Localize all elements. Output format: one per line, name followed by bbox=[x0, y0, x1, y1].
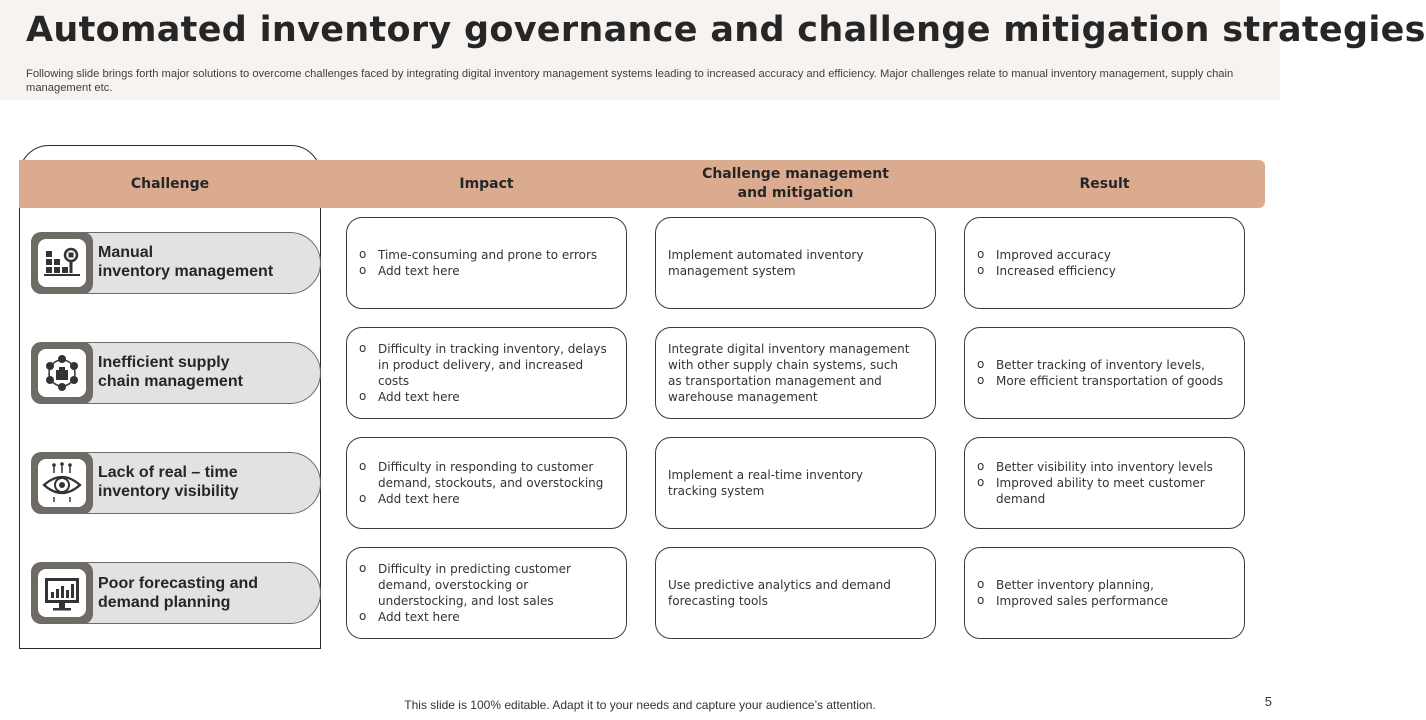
impact-item: o Difficulty in tracking inventory, delays in product delivery, and increased costs bbox=[359, 341, 614, 389]
page-title: Automated inventory governance and challenge mitigation strategies bbox=[26, 10, 1426, 50]
impact-item: o Add text here bbox=[359, 389, 614, 405]
mitigation-card bbox=[655, 217, 936, 309]
challenge-label bbox=[98, 574, 313, 612]
challenge-label-line1: Lack of real – time bbox=[98, 464, 238, 481]
result-item: o More efficient transportation of goods bbox=[977, 373, 1223, 389]
challenge-icon-frame bbox=[31, 562, 93, 624]
impact-item: o Add text here bbox=[359, 263, 597, 279]
result-item: o Increased efficiency bbox=[977, 263, 1116, 279]
impact-item: o Difficulty in predicting customer demand, overstocking or understocking, and lost sales bbox=[359, 561, 614, 609]
mitigation-text: Implement a real-time inventory tracking system bbox=[668, 468, 864, 498]
mitigation-text: Use predictive analytics and demand forecasting tools bbox=[668, 578, 891, 608]
footer-note: This slide is 100% editable. Adapt it to your needs and capture your audience’s attention. bbox=[404, 698, 876, 712]
result-card bbox=[964, 547, 1245, 639]
page-number: 5 bbox=[1264, 694, 1272, 709]
result-item: o Improved sales performance bbox=[977, 593, 1168, 609]
impact-card bbox=[346, 547, 627, 639]
challenge-label-line1: Inefficient supply bbox=[98, 354, 230, 371]
mitigation-card bbox=[655, 547, 936, 639]
mitigation-text: Implement automated inventory management system bbox=[668, 248, 864, 278]
eye-visibility-icon bbox=[40, 461, 84, 505]
result-item: o Better inventory planning, bbox=[977, 577, 1168, 593]
impact-card bbox=[346, 217, 627, 309]
result-item: o Improved ability to meet customer demand bbox=[977, 475, 1232, 507]
mitigation-card bbox=[655, 327, 936, 419]
impact-item: o Add text here bbox=[359, 491, 614, 507]
header-mitigation-line1: Challenge management bbox=[702, 166, 889, 182]
header-impact: Impact bbox=[459, 175, 514, 192]
mitigation-card bbox=[655, 437, 936, 529]
result-card bbox=[964, 327, 1245, 419]
impact-item: o Add text here bbox=[359, 609, 614, 625]
impact-item: o Time-consuming and prone to errors bbox=[359, 247, 597, 263]
result-item: o Better tracking of inventory levels, bbox=[977, 357, 1223, 373]
mitigation-text: Integrate digital inventory management with other supply chain systems, such as transportation management and warehouse management bbox=[668, 342, 910, 404]
impact-card bbox=[346, 437, 627, 529]
result-card bbox=[964, 217, 1245, 309]
result-item: o Better visibility into inventory levels bbox=[977, 459, 1232, 475]
forecast-monitor-icon bbox=[40, 571, 84, 615]
challenge-icon-frame bbox=[31, 342, 93, 404]
challenge-label bbox=[98, 243, 313, 281]
challenge-label bbox=[98, 353, 313, 391]
challenge-label bbox=[98, 463, 313, 501]
challenge-icon-frame bbox=[31, 232, 93, 294]
supply-network-icon bbox=[40, 351, 84, 395]
challenge-label-line2: chain management bbox=[98, 373, 243, 390]
result-card bbox=[964, 437, 1245, 529]
challenge-label-line2: inventory management bbox=[98, 263, 274, 280]
header-mitigation bbox=[655, 160, 936, 208]
impact-item: o Difficulty in responding to customer demand, stockouts, and overstocking bbox=[359, 459, 614, 491]
warehouse-boxes-icon bbox=[40, 241, 84, 285]
page-subtitle: Following slide brings forth major solutions to overcome challenges faced by integrating digital inventory management systems leading to increased accuracy and efficiency. Major challenges relate to manual inventory management, supply chain management etc. bbox=[26, 68, 1234, 94]
header-mitigation-line2: and mitigation bbox=[737, 185, 854, 201]
challenge-label-line1: Manual bbox=[98, 244, 154, 261]
challenge-label-line1: Poor forecasting and bbox=[98, 575, 259, 592]
header-result: Result bbox=[1079, 175, 1130, 192]
impact-card bbox=[346, 327, 627, 419]
challenge-label-line2: demand planning bbox=[98, 594, 231, 611]
challenge-icon-frame bbox=[31, 452, 93, 514]
result-item: o Improved accuracy bbox=[977, 247, 1116, 263]
challenge-label-line2: inventory visibility bbox=[98, 483, 239, 500]
header-challenge: Challenge bbox=[130, 175, 210, 192]
